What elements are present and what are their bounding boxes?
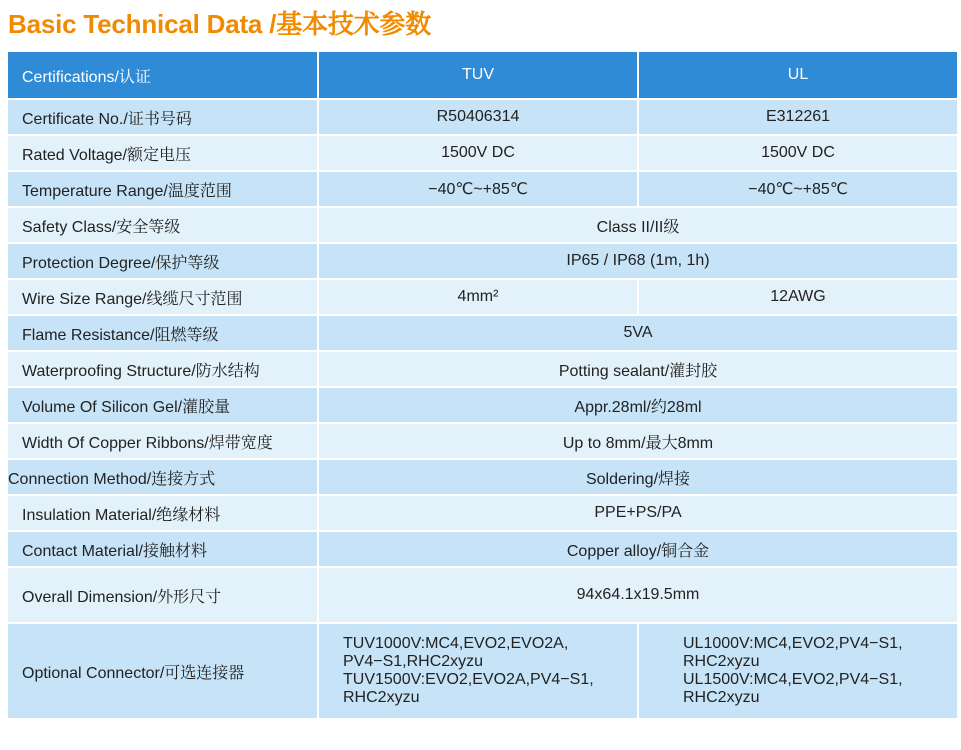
- table-row: [8, 624, 957, 718]
- row-label: Wire Size Range/线缆尺寸范围: [8, 280, 317, 314]
- header-ul-cell: UL: [639, 52, 957, 98]
- row-label: Overall Dimension/外形尺寸: [8, 568, 317, 622]
- table-row: [8, 100, 957, 134]
- table-row: [8, 532, 957, 566]
- row-label: Optional Connector/可选连接器: [8, 624, 317, 718]
- tuv-value: −40℃~+85℃: [319, 172, 637, 206]
- ul-value: 12AWG: [639, 280, 957, 314]
- tuv-connector-line: PV4−S1,RHC2xyzu: [343, 653, 484, 670]
- shared-value: 5VA: [319, 316, 957, 350]
- row-label: Volume Of Silicon Gel/灌胶量: [8, 388, 317, 422]
- row-label: Waterproofing Structure/防水结构: [8, 352, 317, 386]
- table-row: [8, 496, 957, 530]
- ul-value: E312261: [639, 100, 957, 134]
- row-label: Insulation Material/绝缘材料: [8, 496, 317, 530]
- row-label: Connection Method/连接方式: [8, 460, 317, 494]
- header-label-cell: Certifications/认证: [8, 52, 317, 98]
- table-row: [8, 244, 957, 278]
- ul-connector-line: UL1500V:MC4,EVO2,PV4−S1,: [683, 671, 903, 688]
- shared-value: Potting sealant/灌封胶: [319, 352, 957, 386]
- row-label: Safety Class/安全等级: [8, 208, 317, 242]
- table-row: [8, 280, 957, 314]
- tuv-connector-line: TUV1500V:EVO2,EVO2A,PV4−S1,: [343, 671, 594, 688]
- row-label: Temperature Range/温度范围: [8, 172, 317, 206]
- shared-value: IP65 / IP68 (1m, 1h): [319, 244, 957, 278]
- shared-value: Class II/II级: [319, 208, 957, 242]
- row-label: Contact Material/接触材料: [8, 532, 317, 566]
- table-row: [8, 388, 957, 422]
- row-label: Flame Resistance/阻燃等级: [8, 316, 317, 350]
- ul-connector-line: UL1000V:MC4,EVO2,PV4−S1,: [683, 635, 903, 652]
- table-row: [8, 460, 957, 494]
- table-row: [8, 568, 957, 622]
- ul-value: 1500V DC: [639, 136, 957, 170]
- row-label: Width Of Copper Ribbons/焊带宽度: [8, 424, 317, 458]
- table-row: [8, 316, 957, 350]
- tuv-value: 4mm²: [319, 280, 637, 314]
- shared-value: Appr.28ml/约28ml: [319, 388, 957, 422]
- ul-value: −40℃~+85℃: [639, 172, 957, 206]
- tuv-value: R50406314: [319, 100, 637, 134]
- technical-data-table: [6, 50, 959, 720]
- table-row: [8, 136, 957, 170]
- tuv-connector-line: RHC2xyzu: [343, 689, 420, 706]
- shared-value: Copper alloy/铜合金: [319, 532, 957, 566]
- table-header-row: [8, 52, 957, 98]
- row-label: Rated Voltage/额定电压: [8, 136, 317, 170]
- table-row: [8, 352, 957, 386]
- ul-connector-line: RHC2xyzu: [683, 653, 760, 670]
- row-label: Protection Degree/保护等级: [8, 244, 317, 278]
- table-row: [8, 424, 957, 458]
- shared-value: 94x64.1x19.5mm: [319, 568, 957, 622]
- shared-value: PPE+PS/PA: [319, 496, 957, 530]
- shared-value: Up to 8mm/最大8mm: [319, 424, 957, 458]
- ul-connector-list: [639, 624, 957, 718]
- table-row: [8, 208, 957, 242]
- shared-value: Soldering/焊接: [319, 460, 957, 494]
- header-tuv-cell: TUV: [319, 52, 637, 98]
- tuv-value: 1500V DC: [319, 136, 637, 170]
- page-title: Basic Technical Data /基本技术参数: [8, 9, 432, 39]
- table-row: [8, 172, 957, 206]
- ul-connector-line: RHC2xyzu: [683, 689, 760, 706]
- row-label: Certificate No./证书号码: [8, 100, 317, 134]
- tuv-connector-list: [319, 624, 637, 718]
- tuv-connector-line: TUV1000V:MC4,EVO2,EVO2A,: [343, 635, 569, 652]
